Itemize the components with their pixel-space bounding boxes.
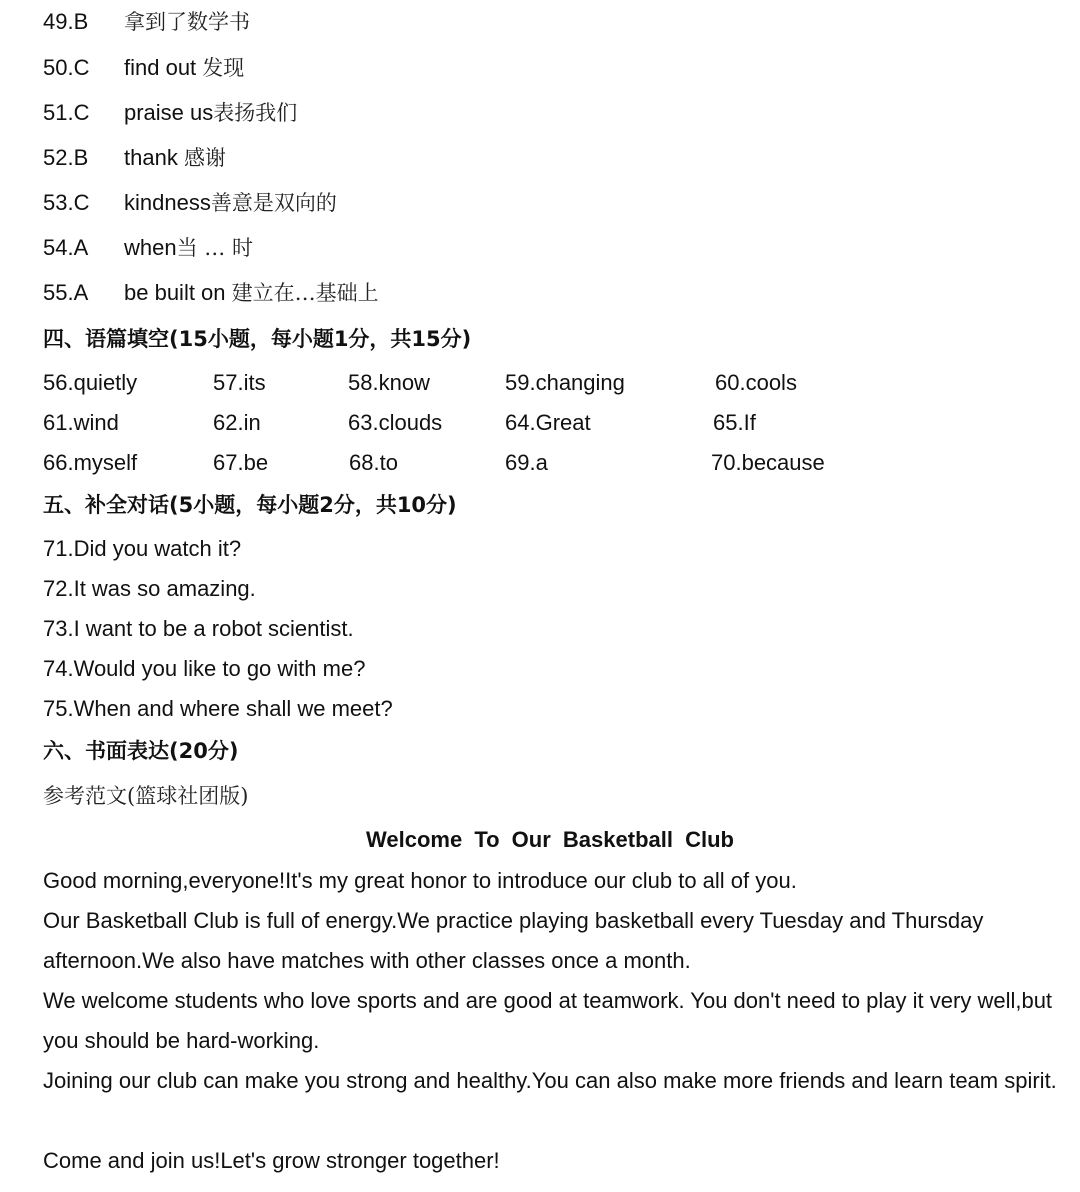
answer-english: when [124, 235, 177, 260]
answer-cell: 61.wind [43, 410, 119, 435]
answer-cell: 60.cools [715, 370, 797, 395]
answer-number: 50.C [43, 55, 90, 80]
answer-cell: 67.be [213, 450, 269, 475]
dialogue-answer: 72.It was so amazing. [43, 576, 256, 601]
section-heading: 六、书面表达(20分) [43, 739, 239, 763]
answer-cell: 66.myself [43, 450, 138, 475]
answer-item [43, 7, 250, 37]
answer-cell: 70.because [711, 450, 825, 475]
answer-chinese: 建立在…基础上 [231, 281, 379, 305]
answer-english: find out [124, 55, 203, 80]
answer-item [43, 143, 226, 173]
answer-chinese: 拿到了数学书 [124, 10, 250, 34]
answer-number: 49.B [43, 9, 89, 34]
answer-cell: 64.Great [505, 410, 591, 435]
answer-english: thank [124, 145, 184, 170]
answer-chinese: 发现 [202, 56, 245, 80]
essay-paragraph: Our Basketball Club is full of energy.We practice playing basketball every Tuesday and Thursday afternoon.We also have matches with other classes once a month. [43, 908, 984, 973]
answer-english: praise us [124, 100, 214, 125]
answer-number: 54.A [43, 235, 89, 260]
answer-item [43, 278, 379, 308]
essay-title: Welcome To Our Basketball Club [366, 827, 734, 852]
answer-cell: 57.its [213, 370, 266, 395]
answer-chinese: 感谢 [183, 146, 226, 170]
answer-number: 52.B [43, 145, 89, 170]
answer-english: be built on [124, 280, 232, 305]
answer-row [43, 368, 1043, 398]
answer-number: 51.C [43, 100, 90, 125]
section-heading: 四、语篇填空(15小题，每小题1分，共15分) [43, 327, 472, 351]
answer-item [43, 53, 244, 83]
answer-cell: 69.a [505, 450, 548, 475]
essay-paragraph: Come and join us!Let's grow stronger together! [43, 1148, 500, 1173]
answer-cell: 68.to [349, 450, 398, 475]
answer-number: 55.A [43, 280, 89, 305]
answer-item [43, 98, 297, 128]
answer-chinese: 当 … 时 [176, 236, 253, 260]
answer-row [43, 448, 1043, 478]
answer-item [43, 188, 337, 218]
answer-english: kindness [124, 190, 211, 215]
section-heading: 五、补全对话(5小题，每小题2分，共10分) [43, 493, 457, 517]
essay-paragraph: Good morning,everyone!It's my great honor to introduce our club to all of you. [43, 868, 797, 893]
sample-essay-label: 参考范文(篮球社团版) [43, 784, 249, 808]
answer-chinese: 表扬我们 [213, 101, 298, 125]
answer-cell: 62.in [213, 410, 261, 435]
essay-paragraph: Joining our club can make you strong and healthy.You can also make more friends and learn team spirit. [43, 1068, 1057, 1093]
dialogue-answer: 75.When and where shall we meet? [43, 696, 393, 721]
answer-cell: 63.clouds [348, 410, 443, 435]
answer-cell: 65.If [713, 410, 756, 435]
answer-cell: 59.changing [505, 370, 625, 395]
answer-item [43, 233, 253, 263]
essay-paragraph: We welcome students who love sports and are good at teamwork. You don't need to play it very well,but you should be hard-working. [43, 988, 1053, 1053]
answer-chinese: 善意是双向的 [210, 191, 337, 215]
answer-cell: 58.know [348, 370, 430, 395]
dialogue-answer: 73.I want to be a robot scientist. [43, 616, 354, 641]
answer-number: 53.C [43, 190, 90, 215]
answer-row [43, 408, 1043, 438]
answer-cell: 56.quietly [43, 370, 138, 395]
dialogue-answer: 71.Did you watch it? [43, 536, 242, 561]
dialogue-answer: 74.Would you like to go with me? [43, 656, 366, 681]
